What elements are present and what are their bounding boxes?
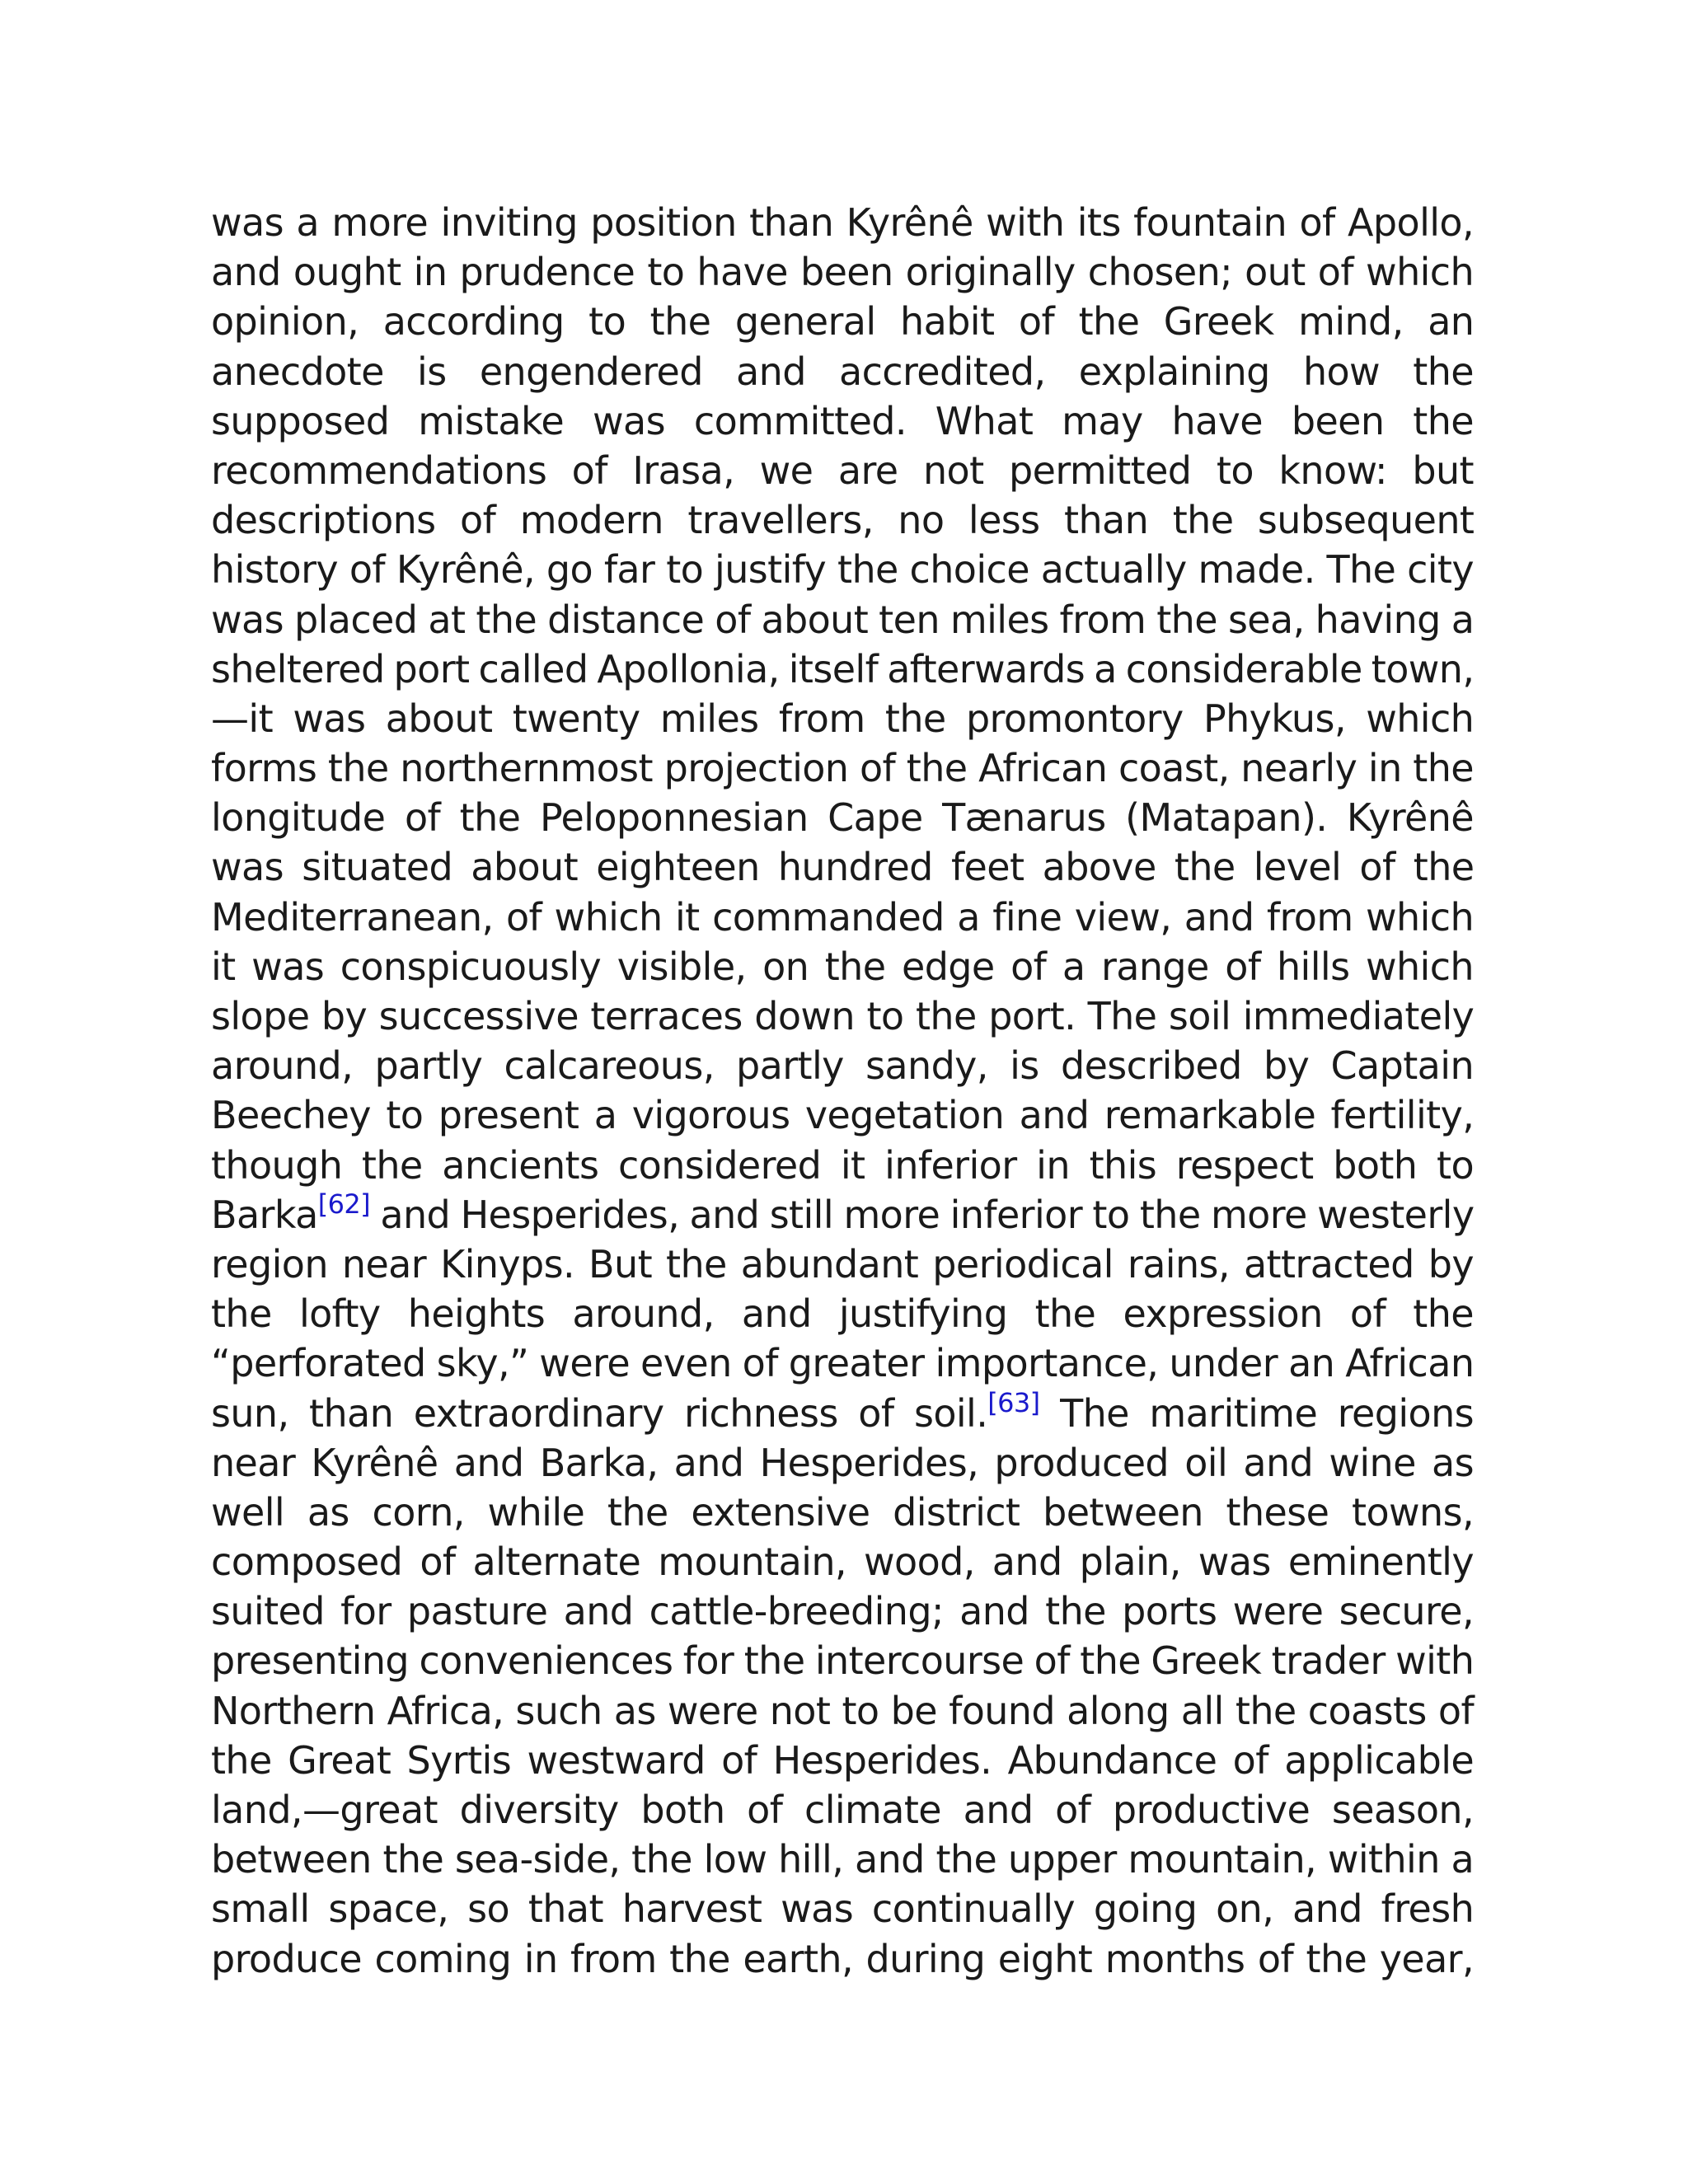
text-line (211, 495, 1474, 545)
footnote-link[interactable]: [62] (317, 1188, 370, 1220)
text-line (211, 1686, 1474, 1736)
text-line (211, 1785, 1474, 1835)
text-line (211, 1835, 1474, 1884)
text-line (211, 1338, 1474, 1388)
text-line (211, 793, 1474, 842)
text-line (211, 1041, 1474, 1090)
text-segment: —it was about twenty miles from the promontory Phykus, which (211, 696, 1475, 741)
text-segment: land,—great diversity both of climate and of productive season, (211, 1788, 1474, 1832)
text-line (211, 1090, 1474, 1140)
text-segment: Northern Africa, such as were not to be found along all the coasts of (211, 1688, 1475, 1733)
text-line (211, 446, 1474, 495)
text-line (211, 991, 1474, 1041)
text-segment: though the ancients considered it inferior in this respect both to (211, 1142, 1474, 1188)
text-segment: small space, so that harvest was continually going on, and fresh (211, 1886, 1475, 1932)
footnote-link[interactable]: [63] (987, 1386, 1040, 1418)
text-line (211, 1386, 1474, 1438)
text-line (211, 1438, 1474, 1488)
text-line (211, 842, 1474, 892)
body-paragraph (211, 198, 1474, 1984)
text-line (211, 297, 1474, 346)
text-line (211, 595, 1474, 644)
text-line (211, 1289, 1474, 1338)
text-segment: was situated about eighteen hundred feet above the level of the (211, 845, 1475, 890)
text-line (211, 893, 1474, 942)
text-segment: was placed at the distance of about ten miles from the sea, having a (211, 597, 1475, 642)
text-segment: opinion, according to the general habit of the Greek mind, an (211, 299, 1475, 344)
text-segment: forms the northernmost projection of the African coast, nearly in the (211, 746, 1474, 791)
text-segment: Beechey to present a vigorous vegetation and remarkable fertility, (211, 1093, 1475, 1138)
text-segment: region near Kinyps. But the abundant periodical rains, attracted by (211, 1241, 1474, 1286)
text-line (211, 198, 1474, 247)
text-segment: and ought in prudence to have been originally chosen; out of which (211, 250, 1475, 295)
text-line (211, 1488, 1474, 1537)
text-segment: Barka (211, 1192, 318, 1237)
text-segment: produce coming in from the earth, during eight months of the year, (211, 1936, 1474, 1981)
text-segment: Mediterranean, of which it commanded a fine view, and from which (211, 894, 1474, 940)
text-line (211, 1884, 1474, 1933)
text-line (211, 1934, 1474, 1984)
text-segment: sheltered port called Apollonia, itself afterwards a considerable town, (211, 646, 1475, 691)
text-segment: longitude of the Peloponnesian Cape Tænarus (Matapan). Kyrênê (211, 795, 1475, 841)
text-line (211, 347, 1474, 396)
text-segment: recommendations of Irasa, we are not permitted to know: but (211, 448, 1474, 493)
text-segment: between the sea-side, the low hill, and the upper mountain, within a (211, 1837, 1475, 1882)
text-line (211, 1190, 1474, 1240)
text-segment: well as corn, while the extensive district between these towns, (211, 1489, 1474, 1535)
text-segment: “perforated sky,” were even of greater importance, under an African (211, 1341, 1475, 1386)
text-line (211, 1240, 1474, 1289)
text-segment: near Kyrênê and Barka, and Hesperides, produced oil and wine as (211, 1440, 1474, 1485)
text-line (211, 743, 1474, 793)
text-line (211, 644, 1474, 694)
text-line (211, 247, 1474, 297)
text-segment: and Hesperides, and still more inferior to the more westerly (369, 1192, 1475, 1237)
text-line (211, 942, 1474, 991)
text-segment: slope by successive terraces down to the port. The soil immediately (211, 994, 1475, 1038)
text-line (211, 1636, 1474, 1685)
text-segment: anecdote is engendered and accredited, explaining how the (211, 349, 1474, 394)
text-segment: presenting conveniences for the intercourse of the Greek trader with (211, 1638, 1475, 1684)
text-line (211, 694, 1474, 743)
text-line (211, 545, 1474, 594)
text-segment: the lofty heights around, and justifying the expression of the (211, 1291, 1474, 1337)
text-segment: The maritime regions (1039, 1390, 1474, 1436)
text-segment: supposed mistake was committed. What may have been the (211, 398, 1474, 443)
text-segment: composed of alternate mountain, wood, and plain, was eminently (211, 1540, 1474, 1585)
text-segment: the Great Syrtis westward of Hesperides. Abundance of applicable (211, 1737, 1475, 1783)
text-segment: around, partly calcareous, partly sandy, is described by Captain (211, 1043, 1474, 1089)
text-segment: history of Kyrênê, go far to justify the choice actually made. The city (211, 547, 1474, 593)
text-line (211, 1537, 1474, 1586)
text-segment: it was conspicuously visible, on the edge of a range of hills which (211, 944, 1474, 989)
text-segment: suited for pasture and cattle-breeding; and the ports were secure, (211, 1589, 1474, 1634)
text-line (211, 1586, 1474, 1636)
text-line (211, 1736, 1474, 1785)
text-line (211, 396, 1474, 446)
text-segment: descriptions of modern travellers, no less than the subsequent (211, 498, 1475, 543)
text-line (211, 1141, 1474, 1190)
text-segment: sun, than extraordinary richness of soil. (211, 1390, 988, 1436)
text-segment: was a more inviting position than Kyrênê with its fountain of Apollo, (211, 200, 1474, 245)
